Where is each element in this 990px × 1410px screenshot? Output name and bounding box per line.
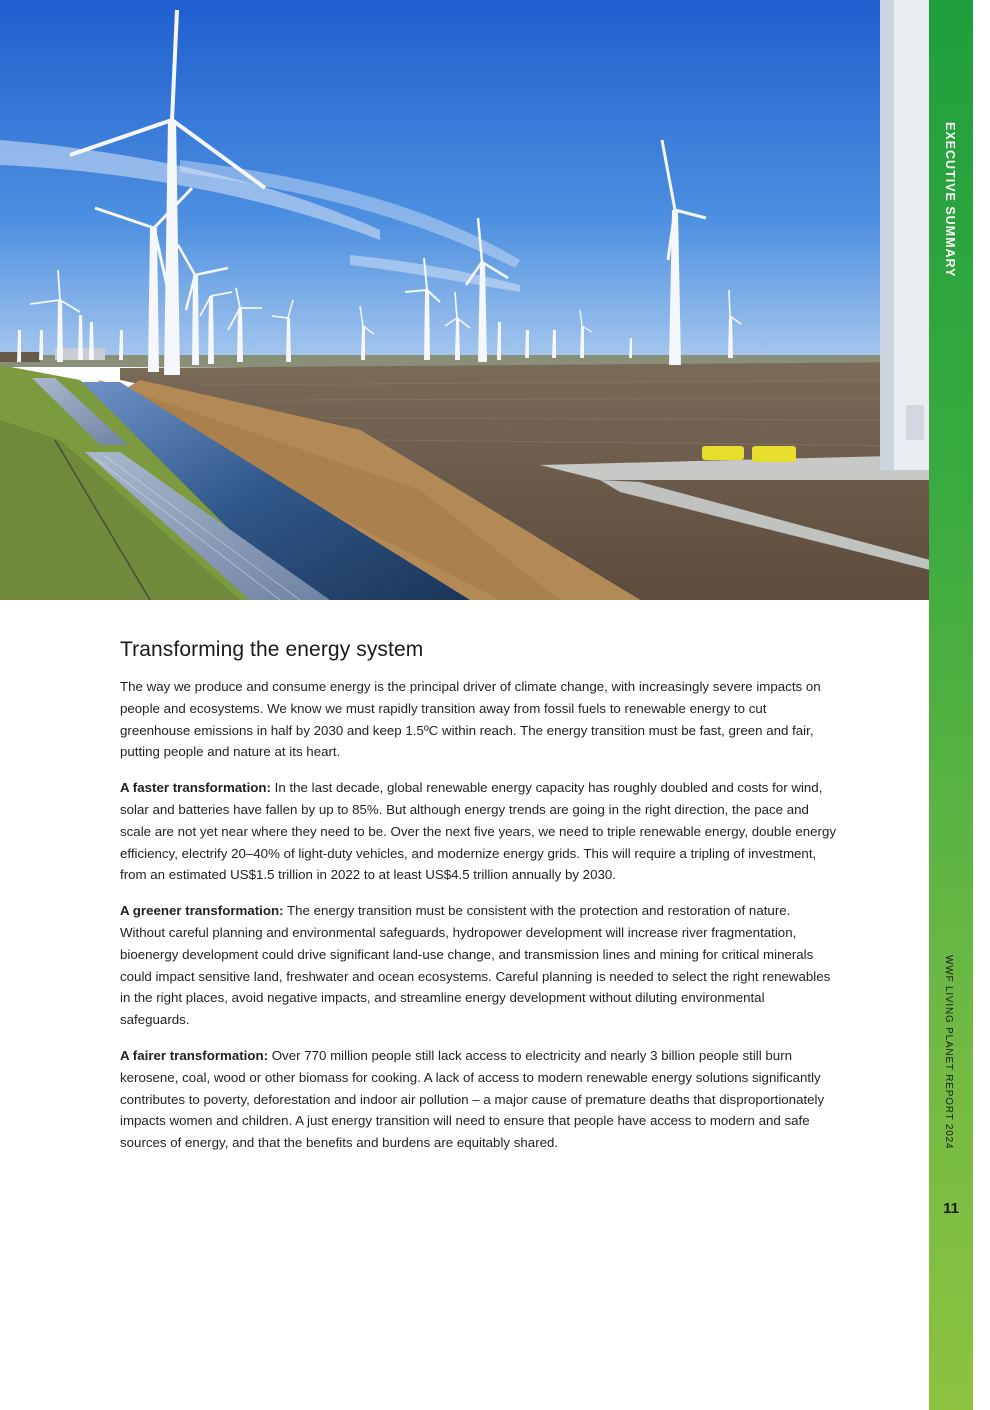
report-name-label: WWF LIVING PLANET REPORT 2024 <box>943 955 954 1150</box>
faster-lead: A faster transformation: <box>120 780 271 796</box>
article-title: Transforming the energy system <box>120 638 424 661</box>
fairer-text: Over 770 million people still lack access to electricity and nearly 3 billion people still burn kerosene, coal, wood or other biomass for cooking. A lack of access to modern renewable energy solutions significantly contributes to poverty, deforestation and indoor air pollution – a major cause of premature deaths that disproportionately impacts women and children. A just energy transition will need to ensure that people have access to modern and safe sources of energy, and that the benefits and burdens are equitably shared. <box>120 1047 825 1151</box>
faster-text: In the last decade, global renewable energy capacity has roughly doubled and costs for wind, solar and batteries have fallen by up to 85%. But although energy trends are going in the right direction, the pace and scale are not yet near where they need to be. Over the next five years, we need to triple renewable energy, double energy efficiency, electrify 20–40% of light-duty vehicles, and modernize energy grids. This will require a tripling of investment, from an estimated US$1.5 trillion in 2022 to at least US$4.5 trillion annually by 2030. <box>120 780 836 883</box>
intro-paragraph: The way we produce and consume energy is the principal driver of climate change, with increasingly severe impacts on people and ecosystems. We know we must rapidly transition away from fossil fuels to renewable energy to cut greenhouse emissions in half by 2030 and keep 1.5ºC within reach. The energy transition must be fast, green and fair, putting people and nature at its heart. <box>120 679 821 760</box>
hero-photo <box>0 0 930 600</box>
page-number: 11 <box>943 1200 959 1217</box>
wind-farm-illustration <box>0 0 930 600</box>
fairer-paragraph <box>120 1045 836 1154</box>
fairer-lead: A fairer transformation: <box>120 1047 269 1063</box>
greener-lead: A greener transformation: <box>120 903 284 919</box>
faster-paragraph <box>120 777 836 886</box>
article <box>120 638 836 1168</box>
section-label: EXECUTIVE SUMMARY <box>943 122 957 278</box>
greener-text: The energy transition must be consistent with the protection and restoration of nature. Without careful planning and environmental safeguards, hydropower development will increase river fragmentation, bioenergy development could drive significant land-use change, and transmission lines and mining for critical minerals could impact sensitive land, freshwater and ocean ecosystems. Careful planning is needed to select the right renewables in the right places, avoid negative impacts, and streamline energy development without diluting environmental safeguards. <box>120 903 831 1028</box>
greener-paragraph <box>120 900 836 1031</box>
